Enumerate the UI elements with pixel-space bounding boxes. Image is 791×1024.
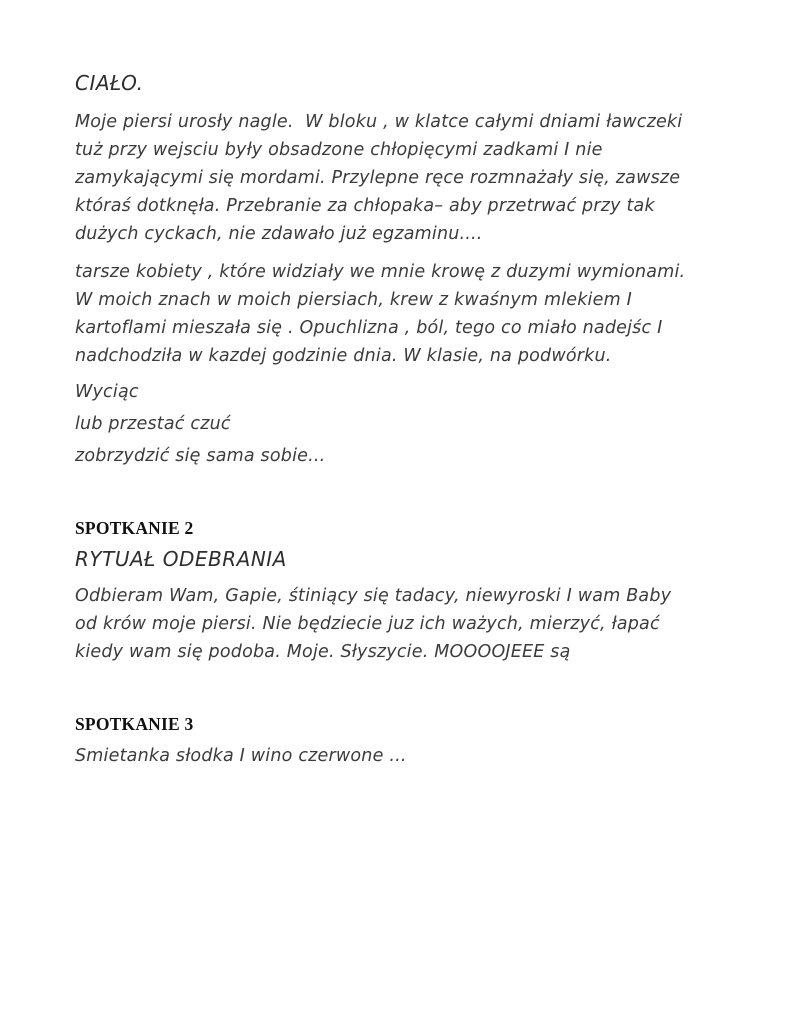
text-line: tarsze kobiety , które widziały we mnie krowę z duzymi wymionami. (75, 262, 686, 282)
section-heading-spotkanie-3: SPOTKANIE 3 (75, 714, 194, 734)
paragraph-lub-przestac: lub przestać czuć (75, 414, 231, 434)
text-line: kiedy wam się podoba. Moje. Słyszycie. MOOOOJEEE są (75, 642, 571, 662)
paragraph-zobrzydzic: zobrzydzić się sama sobie... (75, 446, 326, 466)
text-line: Odbieram Wam, Gapie, śtiniący się tadacy, niewyroski I wam Baby (75, 586, 672, 606)
paragraph-body-1 (75, 108, 721, 248)
text-line: tuż przy wejsciu były obsadzone chłopięcymi zadkami I nie (75, 140, 603, 160)
paragraph-spotkanie-2 (75, 582, 721, 666)
section-subheading-rytual: RYTUAŁ ODEBRANIA (75, 547, 287, 571)
text-line: W moich znach w moich piersiach, krew z kwaśnym mlekiem I (75, 290, 632, 310)
text-line: nadchodziła w kazdej godzinie dnia. W klasie, na podwórku. (75, 346, 612, 366)
text-line: kartoflami mieszała się . Opuchlizna , ból, tego co miało nadejśc I (75, 318, 663, 338)
text-line: dużych cyckach, nie zdawało już egzaminu.... (75, 224, 483, 244)
text-line: któraś dotknęła. Przebranie za chłopaka– aby przetrwać przy tak (75, 196, 655, 216)
text-line: zamykającymi się mordami. Przylepne ręce rozmnażały się, zawsze (75, 168, 681, 188)
paragraph-body-2 (75, 258, 721, 370)
section-title-cialo: CIAŁO. (75, 71, 144, 95)
paragraph-wyciac: Wyciąc (75, 382, 139, 402)
text-line: Moje piersi urosły nagle. W bloku , w klatce całymi dniami ławczeki (75, 112, 683, 132)
paragraph-spotkanie-3: Smietanka słodka I wino czerwone ... (75, 746, 407, 766)
section-heading-spotkanie-2: SPOTKANIE 2 (75, 518, 194, 538)
text-line: od krów moje piersi. Nie będziecie juz ich ważych, mierzyć, łapać (75, 614, 660, 634)
